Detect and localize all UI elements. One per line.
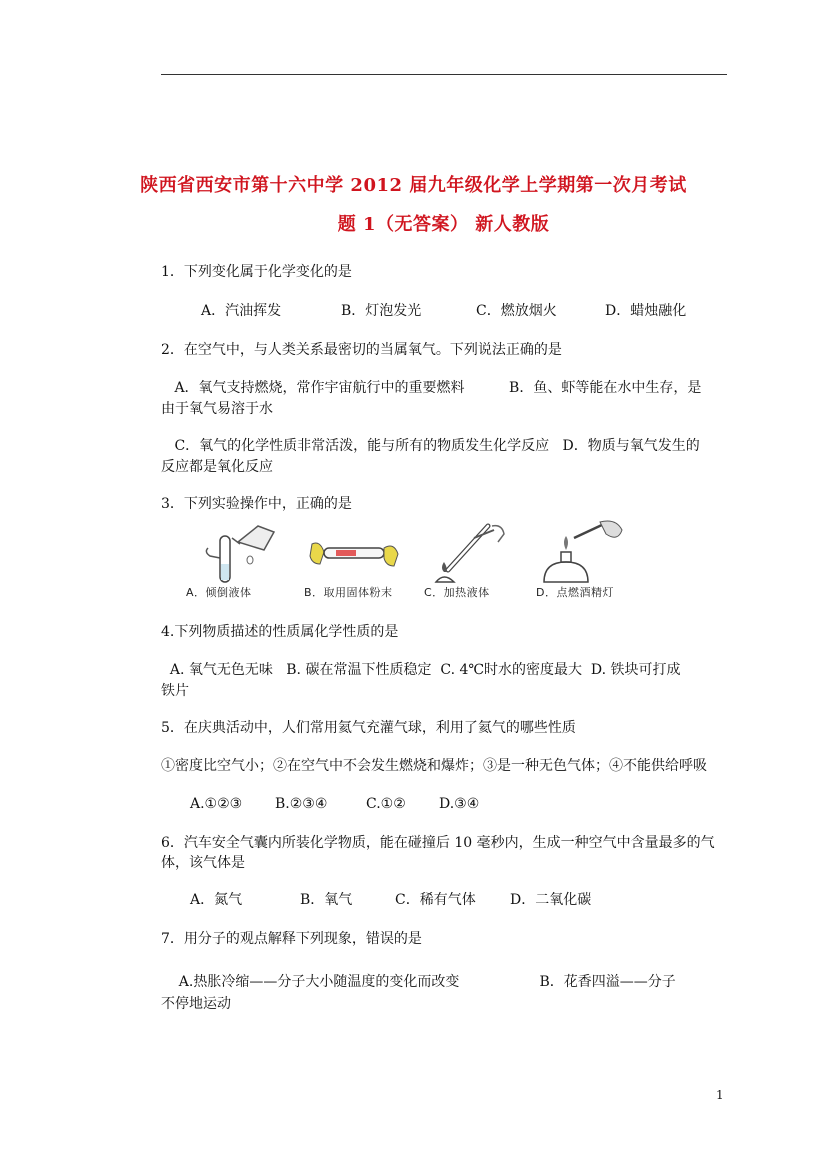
question-2-options-cd-line-2: 反应都是氧化反应 <box>161 459 273 475</box>
figure-panel-a <box>180 520 290 602</box>
question-7-options-line-2: 不停地运动 <box>161 996 231 1012</box>
question-5-option-c: C.①② <box>366 796 406 812</box>
question-1-option-a: A．汽油挥发 <box>201 303 282 319</box>
question-5-option-d: D.③④ <box>439 796 480 812</box>
question-2-stem: 2．在空气中，与人类关系最密切的当属氧气。下列说法正确的是 <box>161 342 562 358</box>
question-3-stem: 3．下列实验操作中，正确的是 <box>161 496 352 512</box>
question-1-option-c: C．燃放烟火 <box>476 303 557 319</box>
header-rule <box>161 74 727 75</box>
question-6-stem-line-1: 6．汽车安全气囊内所装化学物质，能在碰撞后 10 毫秒内，生成一种空气中含量最多的气 <box>161 835 715 851</box>
document-title-line-1: 陕西省西安市第十六中学 2012 届九年级化学上学期第一次月考试 <box>140 175 687 196</box>
document-title-line-2: 题 1（无答案） 新人教版 <box>337 214 550 235</box>
question-6-option-b: B．氧气 <box>300 892 353 908</box>
question-6-stem-line-2: 体，该气体是 <box>161 855 245 871</box>
figure-caption-c: C．加热液体 <box>424 586 490 599</box>
figure-panel-c <box>418 520 528 602</box>
question-5-properties: ①密度比空气小；②在空气中不会发生燃烧和爆炸；③是一种无色气体；④不能供给呼吸 <box>161 758 707 774</box>
question-4-options-line-2: 铁片 <box>161 683 189 699</box>
question-4-options-line-1: A. 氧气无色无味 B. 碳在常温下性质稳定 C. 4℃时水的密度最大 D. 铁块可打成 <box>161 662 681 678</box>
figure-panel-b <box>298 520 408 602</box>
question-6-option-a: A．氮气 <box>190 892 243 908</box>
question-1-stem: 1．下列变化属于化学变化的是 <box>161 264 352 280</box>
figure-caption-d: D．点燃酒精灯 <box>536 586 614 599</box>
question-7-options-line-1: A.热胀冷缩——分子大小随温度的变化而改变 B．花香四溢——分子 <box>161 974 676 990</box>
page-number: 1 <box>716 1088 724 1102</box>
question-5-stem: 5．在庆典活动中，人们常用氦气充灌气球，利用了氦气的哪些性质 <box>161 720 576 736</box>
question-6-option-c: C．稀有气体 <box>395 892 476 908</box>
question-2-options-ab-line-2: 由于氧气易溶于水 <box>161 401 273 417</box>
figure-caption-b: B．取用固体粉末 <box>304 586 393 599</box>
question-2-options-cd-line-1: C．氧气的化学性质非常活泼，能与所有的物质发生化学反应 D．物质与氧气发生的 <box>170 438 700 454</box>
figure-caption-a: A．倾倒液体 <box>186 586 252 599</box>
question-1-option-d: D．蜡烛融化 <box>605 303 687 319</box>
question-6-option-d: D．二氧化碳 <box>510 892 592 908</box>
question-2-options-ab-line-1: A．氧气支持燃烧，常作宇宙航行中的重要燃料 B．鱼、虾等能在水中生存，是 <box>170 380 702 396</box>
question-7-stem: 7．用分子的观点解释下列现象，错误的是 <box>161 931 422 947</box>
lab-operations-figure <box>180 520 640 602</box>
question-1-option-b: B．灯泡发光 <box>341 303 422 319</box>
question-5-option-a: A.①②③ <box>190 796 243 812</box>
question-4-stem: 4.下列物质描述的性质属化学性质的是 <box>161 624 399 640</box>
question-5-option-b: B.②③④ <box>275 796 328 812</box>
figure-panel-d <box>530 520 640 602</box>
